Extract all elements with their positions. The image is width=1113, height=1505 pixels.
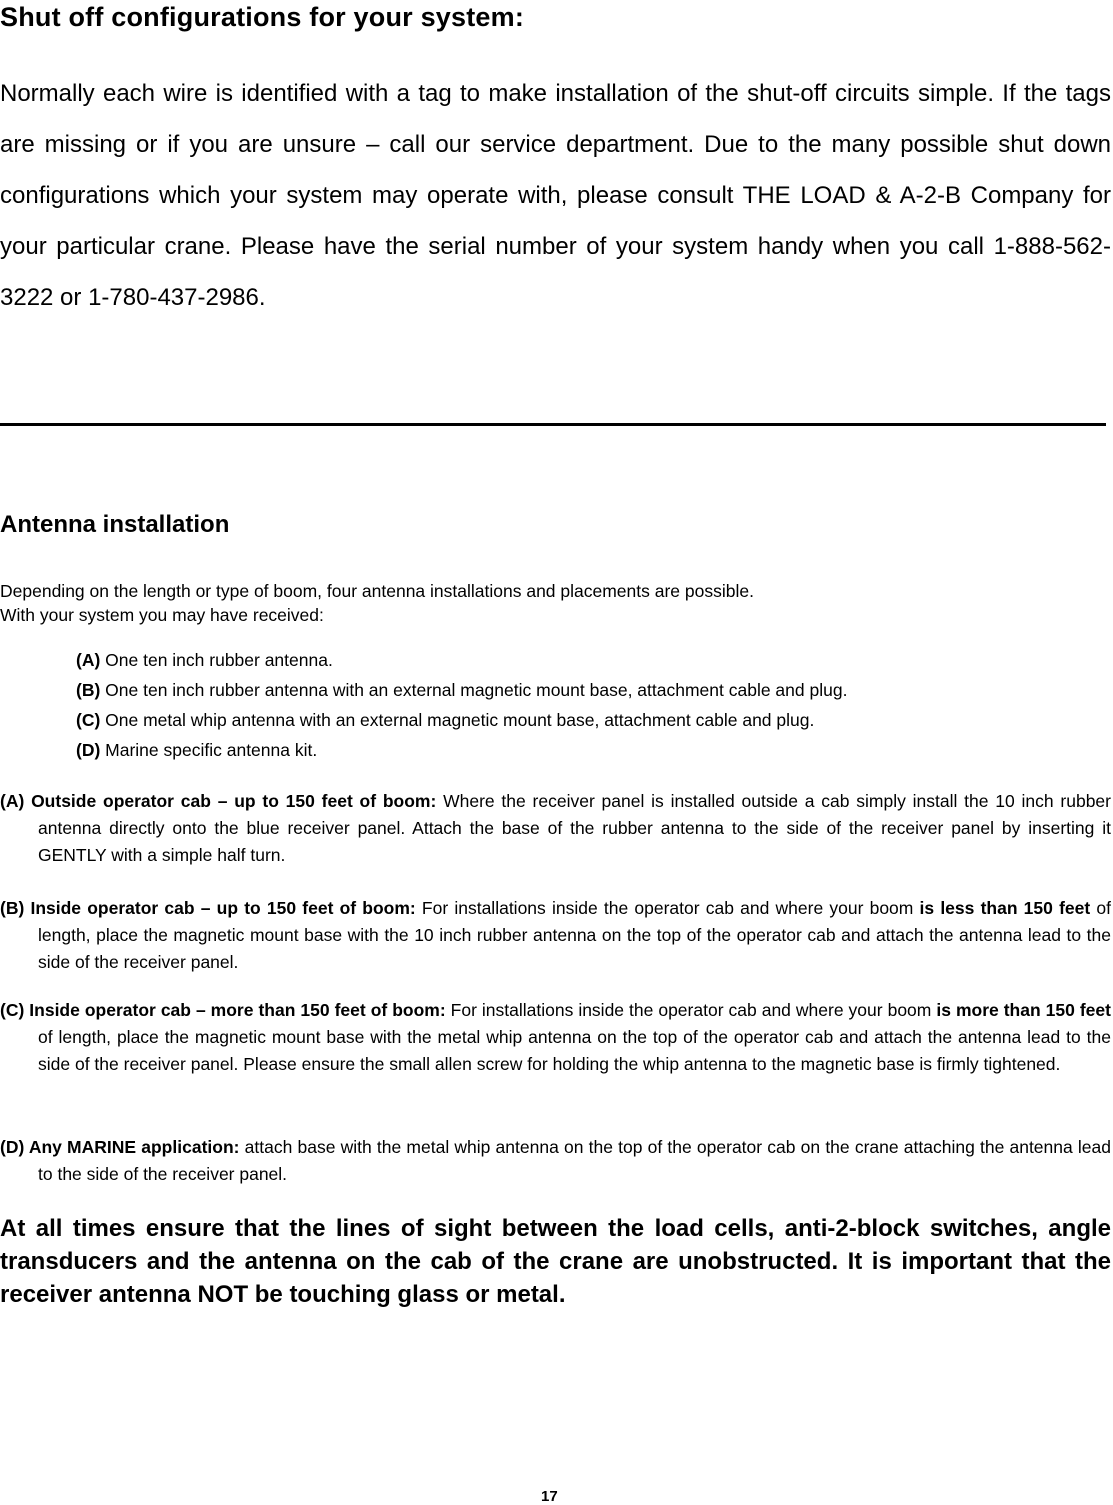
warning-text: At all times ensure that the lines of sight between the load cells, anti-2-block switches, angle transducers and the antenna on the cab of the crane are unobstructed. It is important that the receiver antenna NOT be touching glass or metal. [0,1215,1111,1308]
paragraph-text: For installations inside the operator cab and where your boom [415,898,920,918]
paragraph-text: Where the receiver panel is installed outside a cab simply install the 10 inch rubber antenna directly onto the blue receiver panel. Attach the base of the rubber antenna to the side of the receiver panel by inserting it GENTLY with a simple half turn. [38,791,1111,865]
paragraph-marine [0,1134,1111,1188]
lead-text [0,579,1111,627]
paragraph-heading: (A) Outside operator cab – up to 150 feet of boom: [0,791,437,811]
option-text: One ten inch rubber antenna with an external magnetic mount base, attachment cable and plug. [100,680,848,700]
paragraph-emphasis: is less than 150 feet [919,898,1091,918]
list-item [76,735,847,765]
paragraph-emphasis: is more than 150 feet [936,1000,1111,1020]
paragraph-outside-cab [0,788,1111,869]
paragraph-text: attach base with the metal whip antenna on the top of the operator cab on the crane attaching the antenna lead to the side of the receiver panel. [38,1137,1112,1184]
paragraph-heading: (B) Inside operator cab – up to 150 feet of boom: [0,898,416,918]
option-key: (B) [76,680,101,700]
lead-line: Depending on the length or type of boom, four antenna installations and placements are possible. [0,581,754,601]
paragraph-heading: (D) Any MARINE application: [0,1137,240,1157]
paragraph-heading: (C) Inside operator cab – more than 150 feet of boom: [0,1000,446,1020]
list-item [76,705,847,735]
list-item [76,675,847,705]
option-text: One metal whip antenna with an external magnetic mount base, attachment cable and plug. [100,710,815,730]
section-divider [0,423,1106,426]
paragraph-inside-cab-under-150 [0,895,1111,976]
antenna-options-list [76,645,847,765]
option-text: Marine specific antenna kit. [100,740,318,760]
option-key: (D) [76,740,101,760]
list-item [76,645,847,675]
option-key: (C) [76,710,101,730]
page-number: 17 [541,1488,558,1505]
intro-text: Normally each wire is identified with a tag to make installation of the shut-off circuits simple. If the tags are missing or if you are unsure – call our service department. Due to the many possible shut down configurations which your system may operate with, please consult THE LOAD & A-2-B Company for your particular crane. Please have the serial number of your system handy when you call 1-888-562-3222 or 1-780-437-2986. [0,80,1111,311]
paragraph-text: of length, place the magnetic mount base with the 10 inch rubber antenna on the top of the operator cab and attach the antenna lead to the side of the receiver panel. [38,898,1111,972]
option-text: One ten inch rubber antenna. [100,650,333,670]
lead-line: With your system you may have received: [0,605,324,625]
paragraph-text: of length, place the magnetic mount base with the metal whip antenna on the top of the operator cab and attach the antenna lead to the side of the receiver panel. Please ensure the small allen screw for holding the whip antenna to the magnetic base is firmly tightened. [38,1027,1111,1074]
paragraph-inside-cab-over-150 [0,997,1111,1078]
paragraph-text: For installations inside the operator cab and where your boom [445,1000,937,1020]
option-key: (A) [76,650,101,670]
warning-note [0,1212,1111,1311]
section-heading: Antenna installation [0,511,230,538]
page-title: Shut off configurations for your system: [0,2,525,32]
intro-paragraph [0,68,1111,323]
